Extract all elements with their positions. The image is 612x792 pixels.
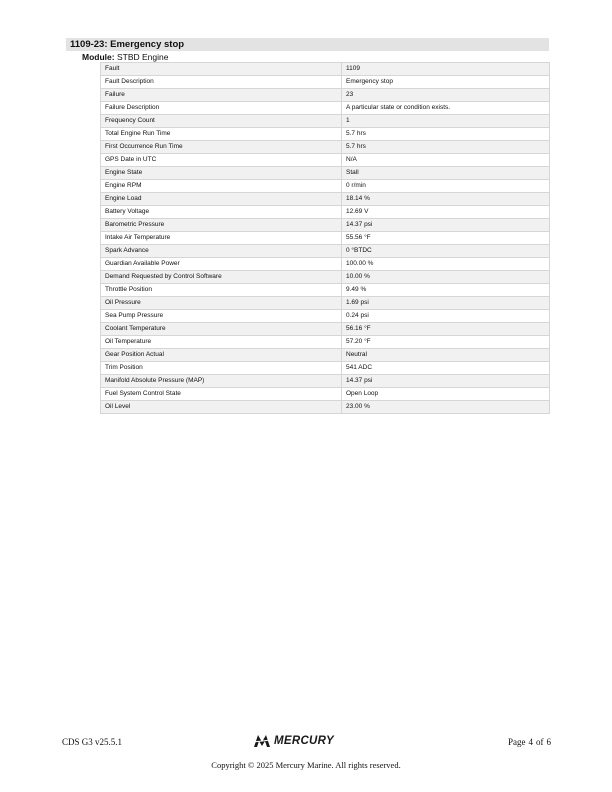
parameter-name: Failure Description [101,102,342,115]
parameter-name: GPS Date in UTC [101,154,342,167]
parameter-value: 12.69 V [342,206,550,219]
parameter-value: Neutral [342,349,550,362]
parameter-value: 14.37 psi [342,219,550,232]
parameter-name: Fuel System Control State [101,388,342,401]
copyright-notice: Copyright © 2025 Mercury Marine. All rights reserved. [211,760,401,770]
parameter-value: 23 [342,89,550,102]
parameter-name: Manifold Absolute Pressure (MAP) [101,375,342,388]
parameter-row [101,258,550,271]
parameter-name: Sea Pump Pressure [101,310,342,323]
parameter-row [101,362,550,375]
parameter-value: 5.7 hrs [342,128,550,141]
report-title: 1109-23: Emergency stop [70,39,185,50]
parameter-value: 0 r/min [342,180,550,193]
page-prefix: Page [508,737,526,747]
parameter-name: Oil Level [101,401,342,414]
parameter-row [101,206,550,219]
parameter-row [101,193,550,206]
parameter-value: 1109 [342,63,550,76]
parameter-name: Engine Load [101,193,342,206]
parameter-name: Frequency Count [101,115,342,128]
parameter-name: Guardian Available Power [101,258,342,271]
parameter-value: 57.20 °F [342,336,550,349]
module-label: Module: [82,52,115,62]
parameter-table-body [101,63,550,414]
parameter-value: Emergency stop [342,76,550,89]
parameter-name: Throttle Position [101,284,342,297]
parameter-value: Stall [342,167,550,180]
mercury-logo [252,730,334,752]
parameter-row [101,219,550,232]
parameter-name: Spark Advance [101,245,342,258]
parameter-value: 14.37 psi [342,375,550,388]
parameter-value: 1.69 psi [342,297,550,310]
parameter-row [101,167,550,180]
page-total: 6 [546,737,551,747]
parameter-name: Oil Temperature [101,336,342,349]
parameter-value: 541 ADC [342,362,550,375]
parameter-name: Battery Voltage [101,206,342,219]
parameter-value: 23.00 % [342,401,550,414]
software-version: CDS G3 v25.5.1 [62,737,123,747]
parameter-row [101,245,550,258]
mercury-m-icon [252,733,272,749]
parameter-name: First Occurrence Run Time [101,141,342,154]
mercury-logo-wordmark: MERCURY [274,735,335,747]
parameter-value: 0 °BTDC [342,245,550,258]
page-of: of [536,737,544,747]
parameter-table [100,62,550,414]
parameter-row [101,336,550,349]
parameter-row [101,115,550,128]
parameter-name: Demand Requested by Control Software [101,271,342,284]
parameter-value: 1 [342,115,550,128]
parameter-name: Intake Air Temperature [101,232,342,245]
parameter-row [101,128,550,141]
parameter-value: 100.00 % [342,258,550,271]
parameter-row [101,401,550,414]
parameter-row [101,323,550,336]
parameter-name: Total Engine Run Time [101,128,342,141]
parameter-value: 18.14 % [342,193,550,206]
parameter-name: Failure [101,89,342,102]
page-indicator [508,737,551,747]
parameter-name: Oil Pressure [101,297,342,310]
parameter-value: N/A [342,154,550,167]
parameter-row [101,349,550,362]
parameter-row [101,76,550,89]
parameter-row [101,284,550,297]
parameter-name: Engine RPM [101,180,342,193]
parameter-value: Open Loop [342,388,550,401]
parameter-name: Fault Description [101,76,342,89]
parameter-name: Engine State [101,167,342,180]
parameter-value: 9.49 % [342,284,550,297]
parameter-value: 55.56 °F [342,232,550,245]
parameter-row [101,63,550,76]
parameter-name: Fault [101,63,342,76]
parameter-name: Coolant Temperature [101,323,342,336]
module-value: STBD Engine [116,52,169,62]
parameter-name: Gear Position Actual [101,349,342,362]
parameter-row [101,154,550,167]
parameter-row [101,375,550,388]
parameter-value: 10.00 % [342,271,550,284]
page-number: 4 [528,737,533,747]
parameter-name: Barometric Pressure [101,219,342,232]
parameter-row [101,180,550,193]
parameter-row [101,310,550,323]
parameter-row [101,388,550,401]
parameter-value: 0.24 psi [342,310,550,323]
parameter-row [101,141,550,154]
parameter-row [101,102,550,115]
parameter-row [101,297,550,310]
parameter-row [101,89,550,102]
parameter-name: Trim Position [101,362,342,375]
parameter-value: A particular state or condition exists. [342,102,550,115]
parameter-row [101,232,550,245]
parameter-value: 56.16 °F [342,323,550,336]
parameter-row [101,271,550,284]
parameter-value: 5.7 hrs [342,141,550,154]
